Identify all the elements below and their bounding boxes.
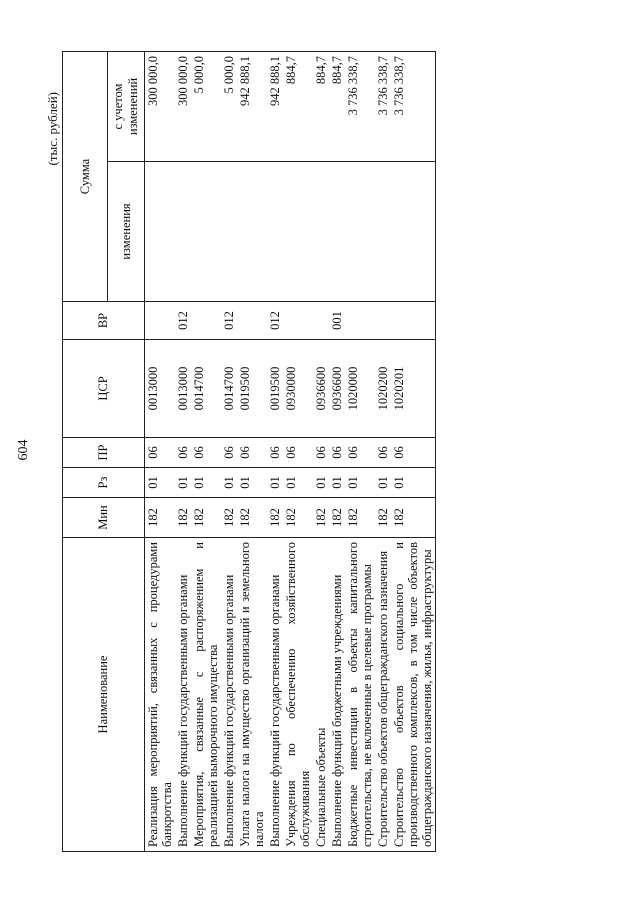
row-with-changes: 300 000,0: [175, 52, 191, 162]
row-name: Учреждения по обеспечению хозяйственного обслуживания: [283, 538, 313, 852]
table-row: [191, 52, 221, 852]
row-with-changes: 3 736 338,7: [375, 52, 391, 162]
row-rz: 01: [221, 468, 237, 498]
row-changes: [313, 162, 329, 302]
header-changes: изменения: [108, 162, 145, 302]
table-row: [145, 52, 176, 852]
row-rz: 01: [391, 468, 436, 498]
row-name: Мероприятия, связанные с распоряжением и реализацией выморочного имущества: [191, 538, 221, 852]
row-with-changes: 3 736 338,7: [391, 52, 436, 162]
row-csr: 1020200: [375, 340, 391, 438]
row-rz: 01: [375, 468, 391, 498]
row-pr: 06: [329, 438, 345, 468]
row-rz: 01: [175, 468, 191, 498]
row-rz: 01: [345, 468, 375, 498]
row-vr: [283, 302, 313, 340]
row-pr: 06: [283, 438, 313, 468]
row-name: Выполнение функций государственными органами: [267, 538, 283, 852]
row-csr: 1020000: [345, 340, 375, 438]
table-row: [221, 52, 237, 852]
row-with-changes: 5 000,0: [191, 52, 221, 162]
row-vr: [191, 302, 221, 340]
table-row: [345, 52, 375, 852]
row-rz: 01: [267, 468, 283, 498]
table-row: [391, 52, 436, 852]
row-pr: 06: [191, 438, 221, 468]
page-number: 604: [16, 439, 31, 461]
table-row: [313, 52, 329, 852]
row-csr: 0014700: [221, 340, 237, 438]
row-name: Строительство объектов общегражданского назначения: [375, 538, 391, 852]
row-name: Выполнение функций бюджетными учреждениями: [329, 538, 345, 852]
row-name: Выполнение функций государственными органами: [221, 538, 237, 852]
row-vr: [145, 302, 176, 340]
row-rz: 01: [191, 468, 221, 498]
row-rz: 01: [283, 468, 313, 498]
row-vr: [391, 302, 436, 340]
table-body: [145, 52, 436, 852]
row-csr: 0019500: [237, 340, 267, 438]
row-pr: 06: [221, 438, 237, 468]
row-with-changes: 5 000,0: [221, 52, 237, 162]
row-with-changes: 3 736 338,7: [345, 52, 375, 162]
row-name: Реализация мероприятий, связанных с процедурами банкротства: [145, 538, 176, 852]
row-changes: [175, 162, 191, 302]
header-name: Наименование: [63, 538, 145, 852]
row-min: 182: [145, 498, 176, 538]
header-rz: Рз: [63, 468, 145, 498]
row-with-changes: 942 888,1: [237, 52, 267, 162]
header-with-changes: с учетом изменений: [108, 52, 145, 162]
header-min: Мин: [63, 498, 145, 538]
row-min: 182: [345, 498, 375, 538]
row-changes: [191, 162, 221, 302]
row-with-changes: 884,7: [283, 52, 313, 162]
header-vr: ВР: [63, 302, 145, 340]
row-min: 182: [267, 498, 283, 538]
row-csr: 0936600: [313, 340, 329, 438]
row-name: Бюджетные инвестиции в объекты капитального строительства, не включенные в целевые программы: [345, 538, 375, 852]
row-vr: [237, 302, 267, 340]
row-min: 182: [175, 498, 191, 538]
row-pr: 06: [175, 438, 191, 468]
row-name: Уплата налога на имущество организаций и земельного налога: [237, 538, 267, 852]
table-row: [283, 52, 313, 852]
row-vr: 012: [175, 302, 191, 340]
row-pr: 06: [313, 438, 329, 468]
row-min: 182: [391, 498, 436, 538]
row-changes: [329, 162, 345, 302]
row-with-changes: 884,7: [313, 52, 329, 162]
row-with-changes: 884,7: [329, 52, 345, 162]
row-changes: [221, 162, 237, 302]
row-changes: [375, 162, 391, 302]
row-name: Выполнение функций государственными органами: [175, 538, 191, 852]
row-vr: [345, 302, 375, 340]
row-vr: [375, 302, 391, 340]
row-name: Строительство объектов социального и производственного комплексов, в том числе объектов общегражданского назначения, жилья, инфраструктуры: [391, 538, 436, 852]
row-min: 182: [237, 498, 267, 538]
row-changes: [145, 162, 176, 302]
table-row: [237, 52, 267, 852]
row-rz: 01: [329, 468, 345, 498]
row-csr: 0014700: [191, 340, 221, 438]
row-changes: [237, 162, 267, 302]
row-csr: 1020201: [391, 340, 436, 438]
row-vr: 001: [329, 302, 345, 340]
row-csr: 0019500: [267, 340, 283, 438]
row-min: 182: [313, 498, 329, 538]
row-pr: 06: [375, 438, 391, 468]
row-with-changes: 942 888,1: [267, 52, 283, 162]
row-vr: 012: [221, 302, 237, 340]
row-vr: [313, 302, 329, 340]
row-min: 182: [283, 498, 313, 538]
row-rz: 01: [237, 468, 267, 498]
budget-table: [62, 51, 436, 852]
row-csr: 0936600: [329, 340, 345, 438]
row-changes: [267, 162, 283, 302]
row-min: 182: [221, 498, 237, 538]
row-with-changes: 300 000,0: [145, 52, 176, 162]
row-rz: 01: [313, 468, 329, 498]
units-note: (тыс. рублей): [45, 92, 60, 166]
table-row: [329, 52, 345, 852]
row-vr: 012: [267, 302, 283, 340]
row-csr: 0930000: [283, 340, 313, 438]
row-changes: [283, 162, 313, 302]
row-pr: 06: [267, 438, 283, 468]
row-changes: [345, 162, 375, 302]
table-row: [267, 52, 283, 852]
row-pr: 06: [345, 438, 375, 468]
row-csr: 0013000: [145, 340, 176, 438]
row-rz: 01: [145, 468, 176, 498]
row-min: 182: [375, 498, 391, 538]
row-changes: [391, 162, 436, 302]
row-pr: 06: [145, 438, 176, 468]
row-pr: 06: [391, 438, 436, 468]
row-csr: 0013000: [175, 340, 191, 438]
table-row: [175, 52, 191, 852]
header-sum: Сумма: [63, 52, 108, 302]
header-csr: ЦСР: [63, 340, 145, 438]
row-min: 182: [329, 498, 345, 538]
header-pr: ПР: [63, 438, 145, 468]
row-name: Специальные объекты: [313, 538, 329, 852]
table-row: [375, 52, 391, 852]
row-pr: 06: [237, 438, 267, 468]
row-min: 182: [191, 498, 221, 538]
